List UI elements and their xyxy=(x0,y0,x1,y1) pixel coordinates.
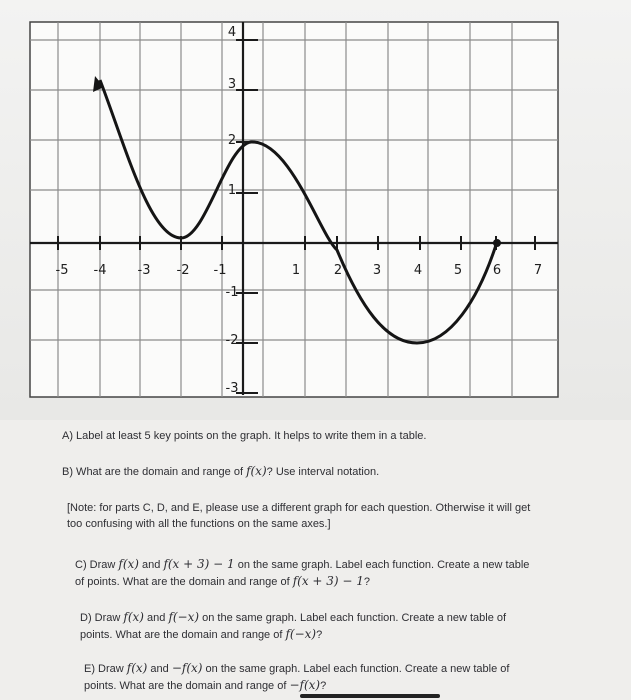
question-d-text-3: points. What are the domain and range of xyxy=(80,629,286,641)
grid-paper xyxy=(30,22,558,397)
question-e-and: and xyxy=(147,663,172,675)
question-e-text-1: E) Draw xyxy=(84,663,127,675)
y-tick-label: 2 xyxy=(227,133,237,148)
page-underline-bar xyxy=(300,694,440,698)
y-tick-label: 3 xyxy=(227,77,237,92)
y-tick-label: 4 xyxy=(227,25,237,40)
question-e-negate: −f(x) xyxy=(171,661,203,675)
question-e-text-4: ? xyxy=(320,680,327,692)
x-tick-label: -2 xyxy=(176,263,190,278)
question-c xyxy=(75,556,605,590)
question-d-text-2: on the same graph. Label each function. Create a new table of xyxy=(199,612,507,624)
question-d-text-4: ? xyxy=(316,629,323,641)
x-tick-label: 1 xyxy=(291,263,301,278)
y-tick-label: -3 xyxy=(225,381,239,396)
x-tick-label: 3 xyxy=(372,263,382,278)
question-b-text-1: B) What are the domain and range of xyxy=(62,466,247,478)
note-line-2: too confusing with all the functions on the same axes.] xyxy=(67,518,331,530)
question-c-fx: f(x) xyxy=(118,557,139,571)
question-b-fx: f(x) xyxy=(246,464,267,478)
question-c-shift: f(x + 3) − 1 xyxy=(163,557,235,571)
question-a-text: A) Label at least 5 key points on the graph. It helps to write them in a table. xyxy=(62,430,427,442)
question-d-and: and xyxy=(143,612,169,624)
question-b-text-2: ? Use interval notation. xyxy=(266,466,380,478)
question-e-text-3: points. What are the domain and range of xyxy=(84,680,290,692)
question-d-reflect-2: f(−x) xyxy=(285,627,317,641)
question-e-text-2: on the same graph. Label each function. Create a new table of xyxy=(202,663,510,675)
question-d xyxy=(80,609,600,643)
question-c-shift-2: f(x + 3) − 1 xyxy=(292,574,364,588)
question-a xyxy=(62,428,426,444)
endpoint-right xyxy=(493,239,501,247)
x-tick-label: 2 xyxy=(333,263,343,278)
question-c-text-2: on the same graph. Label each function. Create a new table xyxy=(234,559,530,571)
question-d-fx: f(x) xyxy=(123,610,144,624)
x-tick-label: -1 xyxy=(213,263,227,278)
y-tick-label: -1 xyxy=(225,285,239,300)
question-d-text-1: D) Draw xyxy=(80,612,124,624)
y-tick-label: -2 xyxy=(225,333,239,348)
question-c-text-3: of points. What are the domain and range of xyxy=(75,576,293,588)
question-e-fx: f(x) xyxy=(126,661,148,675)
question-d-reflect: f(−x) xyxy=(168,610,200,624)
question-c-and: and xyxy=(138,559,164,571)
x-tick-label: -4 xyxy=(93,263,107,278)
x-tick-label: 6 xyxy=(492,263,502,278)
question-c-text-1: C) Draw xyxy=(75,559,119,571)
note xyxy=(67,500,607,532)
question-e-negate-2: −f(x) xyxy=(289,678,321,692)
y-tick-label: 1 xyxy=(227,183,237,198)
x-tick-label: -3 xyxy=(137,263,151,278)
question-e xyxy=(84,660,604,694)
note-line-1: [Note: for parts C, D, and E, please use a different graph for each question. Otherwise it will get xyxy=(67,502,531,514)
question-c-text-4: ? xyxy=(363,576,371,588)
x-tick-label: 5 xyxy=(453,263,463,278)
x-tick-label: -5 xyxy=(55,263,69,278)
x-tick-label: 4 xyxy=(413,263,423,278)
question-b xyxy=(62,463,379,480)
x-tick-label: 7 xyxy=(533,263,543,278)
